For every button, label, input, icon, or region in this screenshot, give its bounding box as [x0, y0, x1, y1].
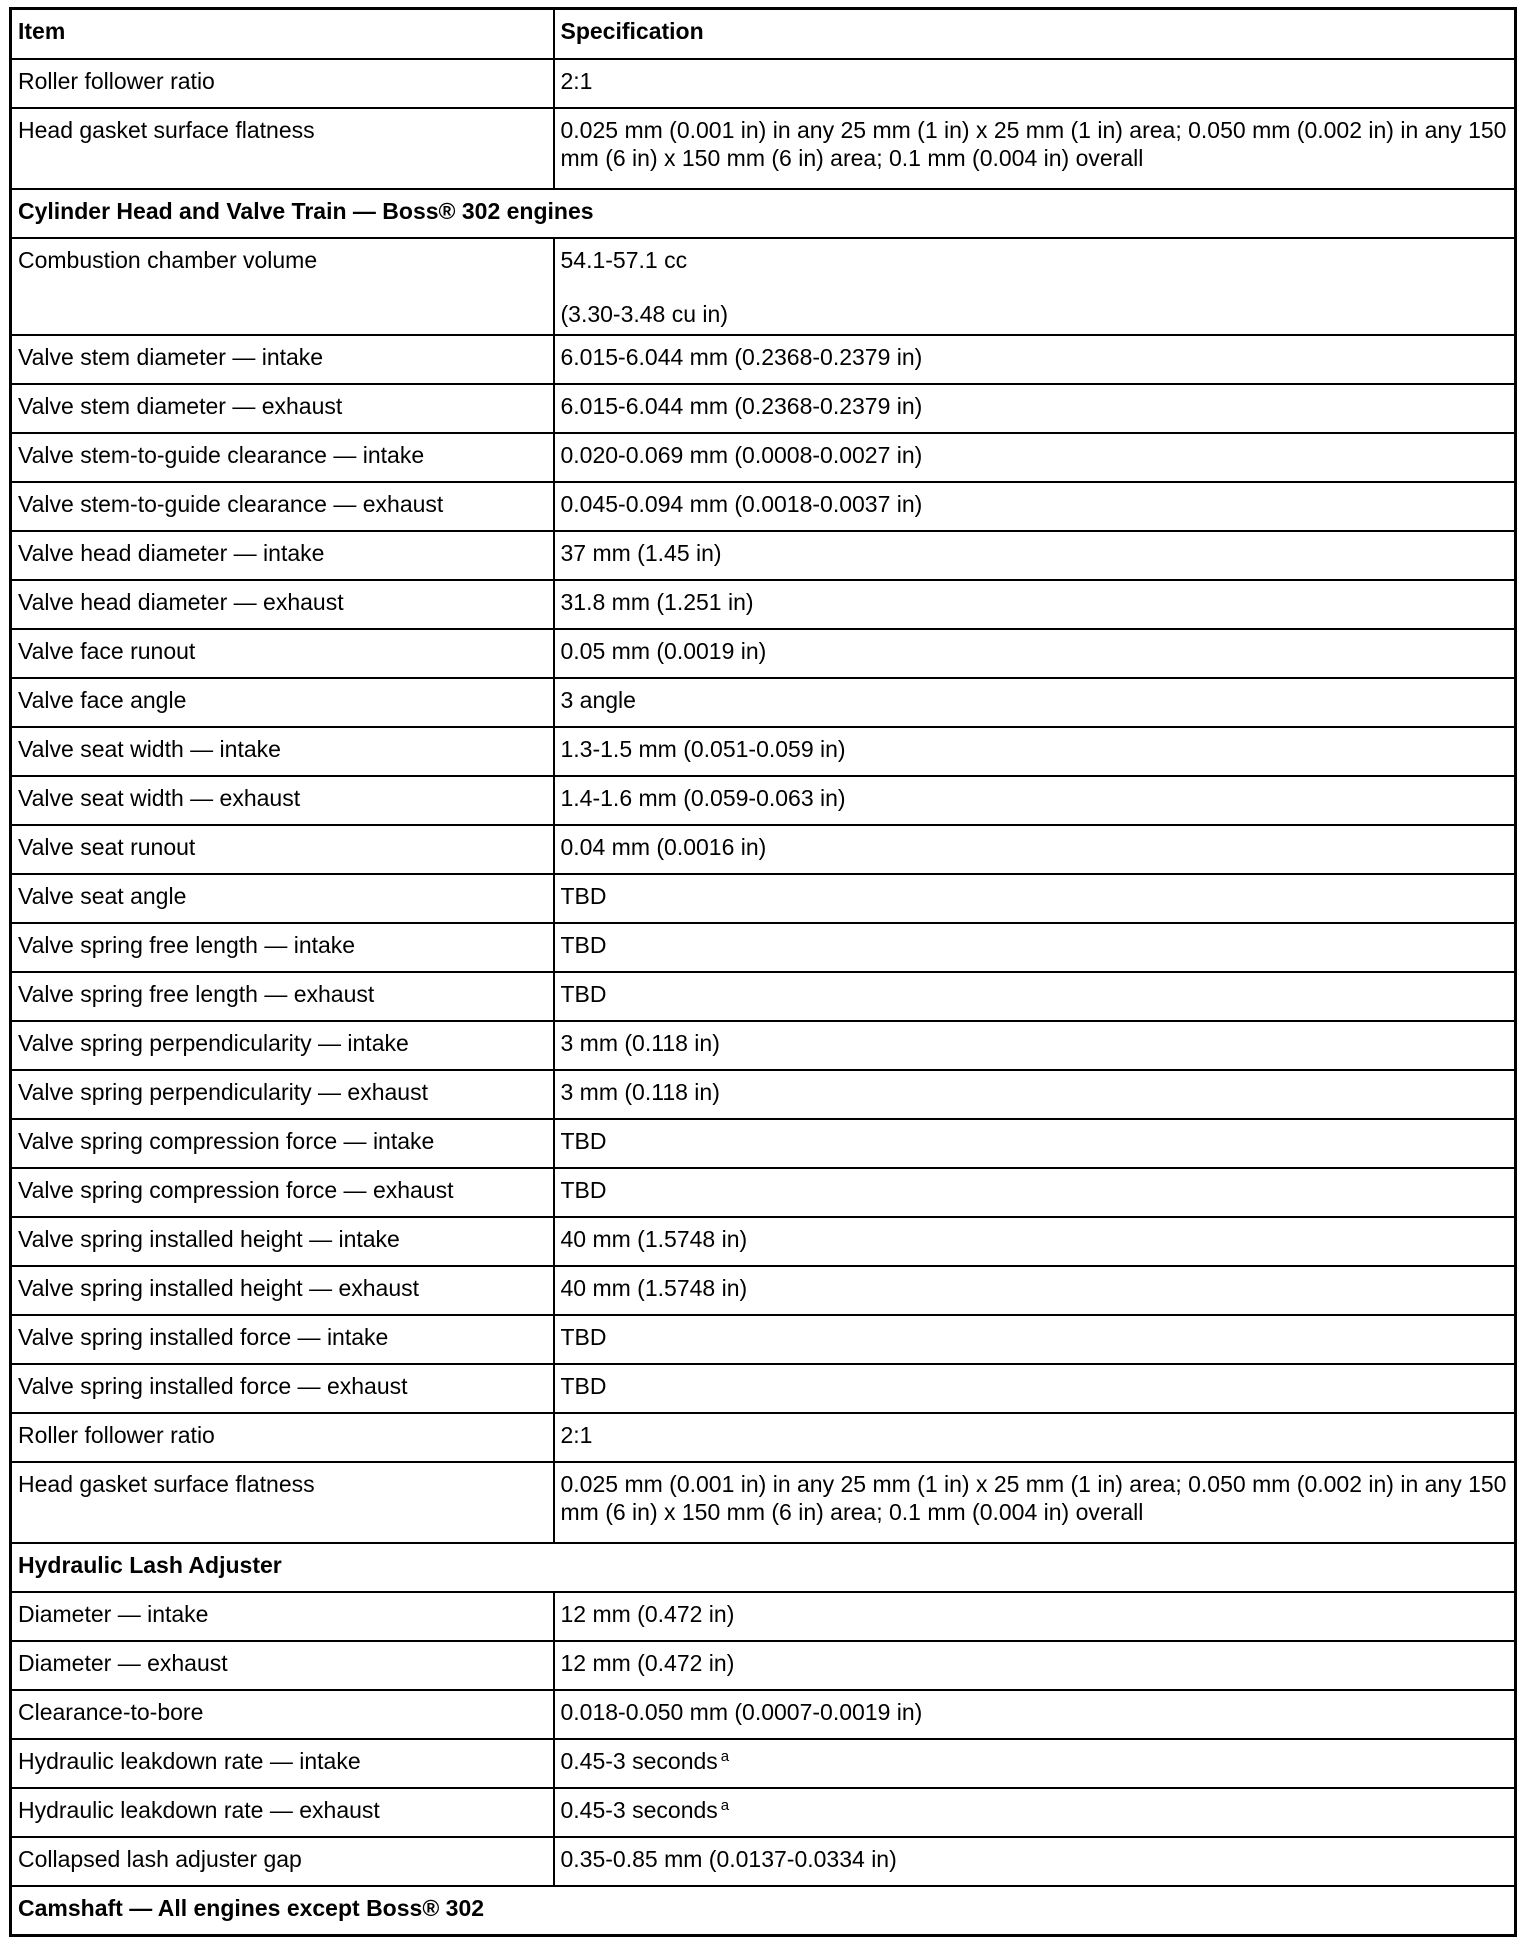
item-cell: Valve spring compression force — intake — [11, 1119, 554, 1168]
specification-value: 0.04 mm (0.0016 in) — [560, 834, 767, 860]
item-cell: Valve seat angle — [11, 874, 554, 923]
item-cell: Valve head diameter — intake — [11, 531, 554, 580]
section-header-row — [11, 1886, 1516, 1936]
table-row — [11, 776, 1516, 825]
specification-value: 40 mm (1.5748 in) — [560, 1226, 748, 1252]
spec-sheet — [9, 7, 1514, 1937]
specification-value: 1.4-1.6 mm (0.059-0.063 in) — [560, 785, 846, 811]
specification-cell — [554, 727, 1516, 776]
specification-cell — [554, 1315, 1516, 1364]
specification-cell — [554, 923, 1516, 972]
specification-cell — [554, 1739, 1516, 1788]
item-cell: Valve stem-to-guide clearance — exhaust — [11, 482, 554, 531]
item-cell: Roller follower ratio — [11, 59, 554, 108]
specification-value: 0.45-3 seconds — [560, 1797, 718, 1823]
column-header-item: Item — [11, 9, 554, 60]
item-cell: Head gasket surface flatness — [11, 1462, 554, 1543]
table-row — [11, 1739, 1516, 1788]
specification-value: 2:1 — [560, 68, 593, 94]
item-cell: Combustion chamber volume — [11, 238, 554, 335]
specification-cell — [554, 874, 1516, 923]
specification-cell — [554, 580, 1516, 629]
specification-value: 0.35-0.85 mm (0.0137-0.0334 in) — [560, 1846, 897, 1872]
table-row — [11, 433, 1516, 482]
table-row — [11, 108, 1516, 189]
item-cell: Valve spring compression force — exhaust — [11, 1168, 554, 1217]
item-cell: Clearance-to-bore — [11, 1690, 554, 1739]
specification-cell — [554, 1690, 1516, 1739]
table-row — [11, 1266, 1516, 1315]
specification-value: TBD — [560, 1373, 607, 1399]
specification-value: 1.3-1.5 mm (0.051-0.059 in) — [560, 736, 846, 762]
item-cell: Valve spring installed height — exhaust — [11, 1266, 554, 1315]
specification-value: TBD — [560, 981, 607, 1007]
item-cell: Valve spring installed height — intake — [11, 1217, 554, 1266]
item-cell: Diameter — intake — [11, 1592, 554, 1641]
table-row — [11, 1837, 1516, 1886]
specification-value: TBD — [560, 1324, 607, 1350]
section-header-row — [11, 189, 1516, 238]
item-cell: Hydraulic leakdown rate — exhaust — [11, 1788, 554, 1837]
specification-value: 40 mm (1.5748 in) — [560, 1275, 748, 1301]
table-row — [11, 1119, 1516, 1168]
specification-cell — [554, 972, 1516, 1021]
specification-value: 6.015-6.044 mm (0.2368-0.2379 in) — [560, 344, 923, 370]
table-row — [11, 972, 1516, 1021]
table-row — [11, 531, 1516, 580]
table-row — [11, 629, 1516, 678]
table-row — [11, 1413, 1516, 1462]
specification-cell — [554, 1364, 1516, 1413]
table-row — [11, 1217, 1516, 1266]
specification-value: 2:1 — [560, 1422, 593, 1448]
table-row — [11, 1021, 1516, 1070]
table-row — [11, 825, 1516, 874]
specification-cell — [554, 629, 1516, 678]
specification-value: 0.05 mm (0.0019 in) — [560, 638, 767, 664]
specification-value: 3 mm (0.118 in) — [560, 1030, 720, 1056]
item-cell: Valve seat width — intake — [11, 727, 554, 776]
table-row — [11, 923, 1516, 972]
section-title: Hydraulic Lash Adjuster — [11, 1543, 1516, 1592]
table-row — [11, 1364, 1516, 1413]
specification-cell — [554, 108, 1516, 189]
table-row — [11, 580, 1516, 629]
specification-cell — [554, 384, 1516, 433]
table-row — [11, 1788, 1516, 1837]
item-cell: Head gasket surface flatness — [11, 108, 554, 189]
item-cell: Diameter — exhaust — [11, 1641, 554, 1690]
specification-cell — [554, 238, 1516, 335]
table-row — [11, 384, 1516, 433]
specification-cell — [554, 1413, 1516, 1462]
specification-cell — [554, 1788, 1516, 1837]
specification-value: 0.025 mm (0.001 in) in any 25 mm (1 in) x 25 mm (1 in) area; 0.050 mm (0.002 in) in any 150 mm (6 in) x 150 mm (6 in) area; 0.1 mm (0.004 in) overall — [560, 117, 1507, 171]
specification-value-secondary: (3.30-3.48 cu in) — [560, 301, 728, 327]
item-cell: Roller follower ratio — [11, 1413, 554, 1462]
item-cell: Valve spring free length — intake — [11, 923, 554, 972]
specification-cell — [554, 1837, 1516, 1886]
table-row — [11, 1070, 1516, 1119]
table-row — [11, 874, 1516, 923]
specification-value: 3 mm (0.118 in) — [560, 1079, 720, 1105]
table-row — [11, 678, 1516, 727]
specification-cell — [554, 531, 1516, 580]
item-cell: Hydraulic leakdown rate — intake — [11, 1739, 554, 1788]
item-cell: Valve stem diameter — intake — [11, 335, 554, 384]
footnote-marker: a — [720, 1748, 730, 1765]
table-row — [11, 1168, 1516, 1217]
specification-cell — [554, 482, 1516, 531]
table-row — [11, 1462, 1516, 1543]
item-cell: Valve spring perpendicularity — intake — [11, 1021, 554, 1070]
item-cell: Valve spring perpendicularity — exhaust — [11, 1070, 554, 1119]
section-header-row — [11, 1543, 1516, 1592]
specification-cell — [554, 433, 1516, 482]
specification-value: 0.045-0.094 mm (0.0018-0.0037 in) — [560, 491, 923, 517]
specification-value: TBD — [560, 1128, 607, 1154]
specification-value: 0.025 mm (0.001 in) in any 25 mm (1 in) x 25 mm (1 in) area; 0.050 mm (0.002 in) in any 150 mm (6 in) x 150 mm (6 in) area; 0.1 mm (0.004 in) overall — [560, 1471, 1507, 1525]
specification-cell — [554, 1217, 1516, 1266]
specification-value: 3 angle — [560, 687, 636, 713]
specification-cell — [554, 1021, 1516, 1070]
item-cell: Valve face runout — [11, 629, 554, 678]
table-row — [11, 335, 1516, 384]
footnote-marker: a — [720, 1797, 730, 1814]
section-title: Camshaft — All engines except Boss® 302 — [11, 1886, 1516, 1936]
specification-cell — [554, 678, 1516, 727]
item-cell: Valve face angle — [11, 678, 554, 727]
item-cell: Valve stem diameter — exhaust — [11, 384, 554, 433]
specification-value: 12 mm (0.472 in) — [560, 1650, 735, 1676]
item-cell: Valve seat runout — [11, 825, 554, 874]
table-row — [11, 59, 1516, 108]
specification-value: 12 mm (0.472 in) — [560, 1601, 735, 1627]
specification-value: TBD — [560, 1177, 607, 1203]
specification-cell — [554, 825, 1516, 874]
item-cell: Valve spring installed force — intake — [11, 1315, 554, 1364]
table-row — [11, 727, 1516, 776]
table-header-row — [11, 9, 1516, 60]
item-cell: Collapsed lash adjuster gap — [11, 1837, 554, 1886]
specification-value: 54.1-57.1 cc — [560, 247, 688, 273]
table-row — [11, 1690, 1516, 1739]
specification-cell — [554, 1168, 1516, 1217]
item-cell: Valve head diameter — exhaust — [11, 580, 554, 629]
specification-cell — [554, 1592, 1516, 1641]
specification-value: 6.015-6.044 mm (0.2368-0.2379 in) — [560, 393, 923, 419]
specification-value: 0.020-0.069 mm (0.0008-0.0027 in) — [560, 442, 923, 468]
specification-value: TBD — [560, 932, 607, 958]
table-body — [11, 59, 1516, 1936]
specification-cell — [554, 1462, 1516, 1543]
table-row — [11, 238, 1516, 335]
specification-value: TBD — [560, 883, 607, 909]
specification-value: 31.8 mm (1.251 in) — [560, 589, 754, 615]
item-cell: Valve spring installed force — exhaust — [11, 1364, 554, 1413]
table-row — [11, 482, 1516, 531]
table-row — [11, 1592, 1516, 1641]
specification-cell — [554, 59, 1516, 108]
specification-value: 0.018-0.050 mm (0.0007-0.0019 in) — [560, 1699, 923, 1725]
specification-value: 37 mm (1.45 in) — [560, 540, 722, 566]
item-cell: Valve stem-to-guide clearance — intake — [11, 433, 554, 482]
table-row — [11, 1315, 1516, 1364]
specification-cell — [554, 1070, 1516, 1119]
item-cell: Valve seat width — exhaust — [11, 776, 554, 825]
specification-cell — [554, 1641, 1516, 1690]
column-header-specification: Specification — [554, 9, 1516, 60]
table-row — [11, 1641, 1516, 1690]
section-title: Cylinder Head and Valve Train — Boss® 302 engines — [11, 189, 1516, 238]
specification-cell — [554, 1266, 1516, 1315]
specification-table — [9, 7, 1517, 1937]
specification-cell — [554, 335, 1516, 384]
specification-value: 0.45-3 seconds — [560, 1748, 718, 1774]
specification-cell — [554, 776, 1516, 825]
item-cell: Valve spring free length — exhaust — [11, 972, 554, 1021]
specification-cell — [554, 1119, 1516, 1168]
